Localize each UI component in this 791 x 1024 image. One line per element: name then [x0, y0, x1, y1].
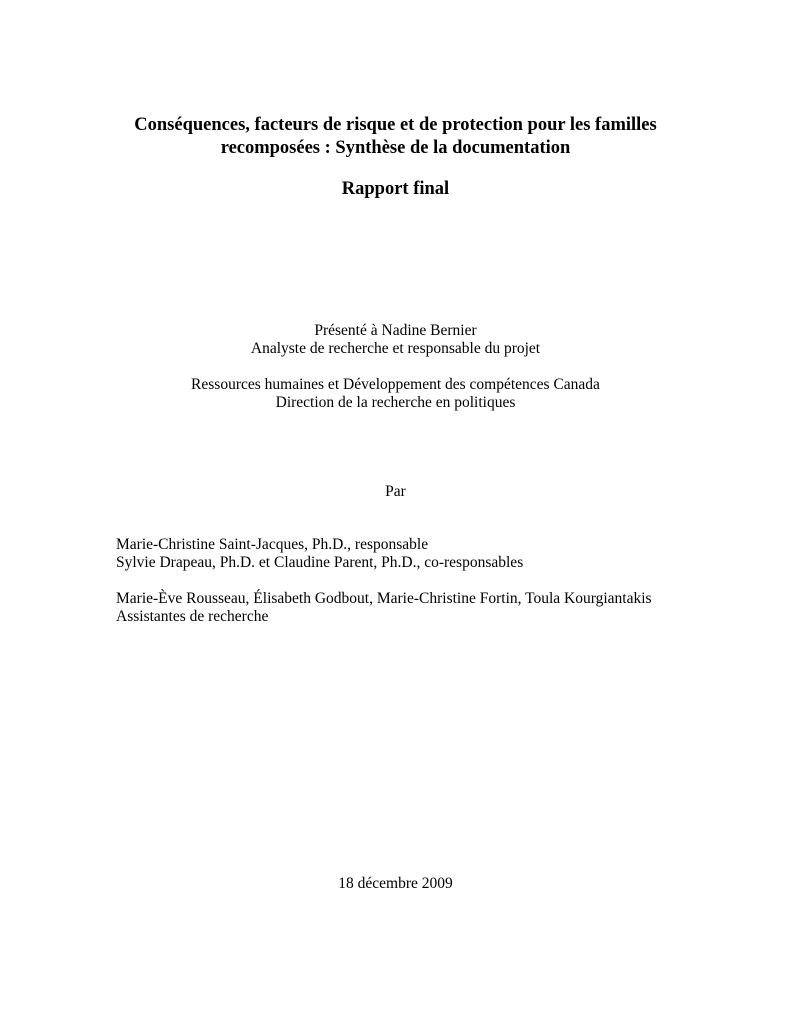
presented-to-block: [0, 322, 791, 358]
presented-to-line: Présenté à Nadine Bernier: [314, 322, 477, 339]
report-date: 18 décembre 2009: [338, 875, 453, 892]
report-date-block: [0, 875, 791, 893]
organization-division: Direction de la recherche en politiques: [275, 394, 516, 411]
author-co-leads: Sylvie Drapeau, Ph.D. et Claudine Parent, Ph.D., co-responsables: [116, 554, 524, 571]
organization-block: [0, 376, 791, 412]
author-lead: Marie-Christine Saint-Jacques, Ph.D., responsable: [116, 536, 429, 553]
by-label: Par: [385, 483, 406, 500]
presented-to-role: Analyste de recherche et responsable du projet: [250, 340, 541, 357]
organization-name: Ressources humaines et Développement des compétences Canada: [191, 376, 600, 393]
report-subtitle: [0, 178, 791, 201]
report-title-line-1: Conséquences, facteurs de risque et de protection pour les familles: [134, 115, 657, 135]
report-title: [0, 114, 791, 160]
authors-assistants-block: [116, 590, 736, 626]
author-assistants: Marie-Ève Rousseau, Élisabeth Godbout, Marie-Christine Fortin, Toula Kourgiantakis: [116, 590, 652, 607]
by-label-block: [0, 483, 791, 501]
report-subtitle-text: Rapport final: [341, 179, 450, 199]
report-title-line-2: recomposées : Synthèse de la documentation: [220, 138, 571, 158]
author-assistants-role: Assistantes de recherche: [116, 608, 269, 625]
authors-lead-block: [116, 536, 736, 572]
